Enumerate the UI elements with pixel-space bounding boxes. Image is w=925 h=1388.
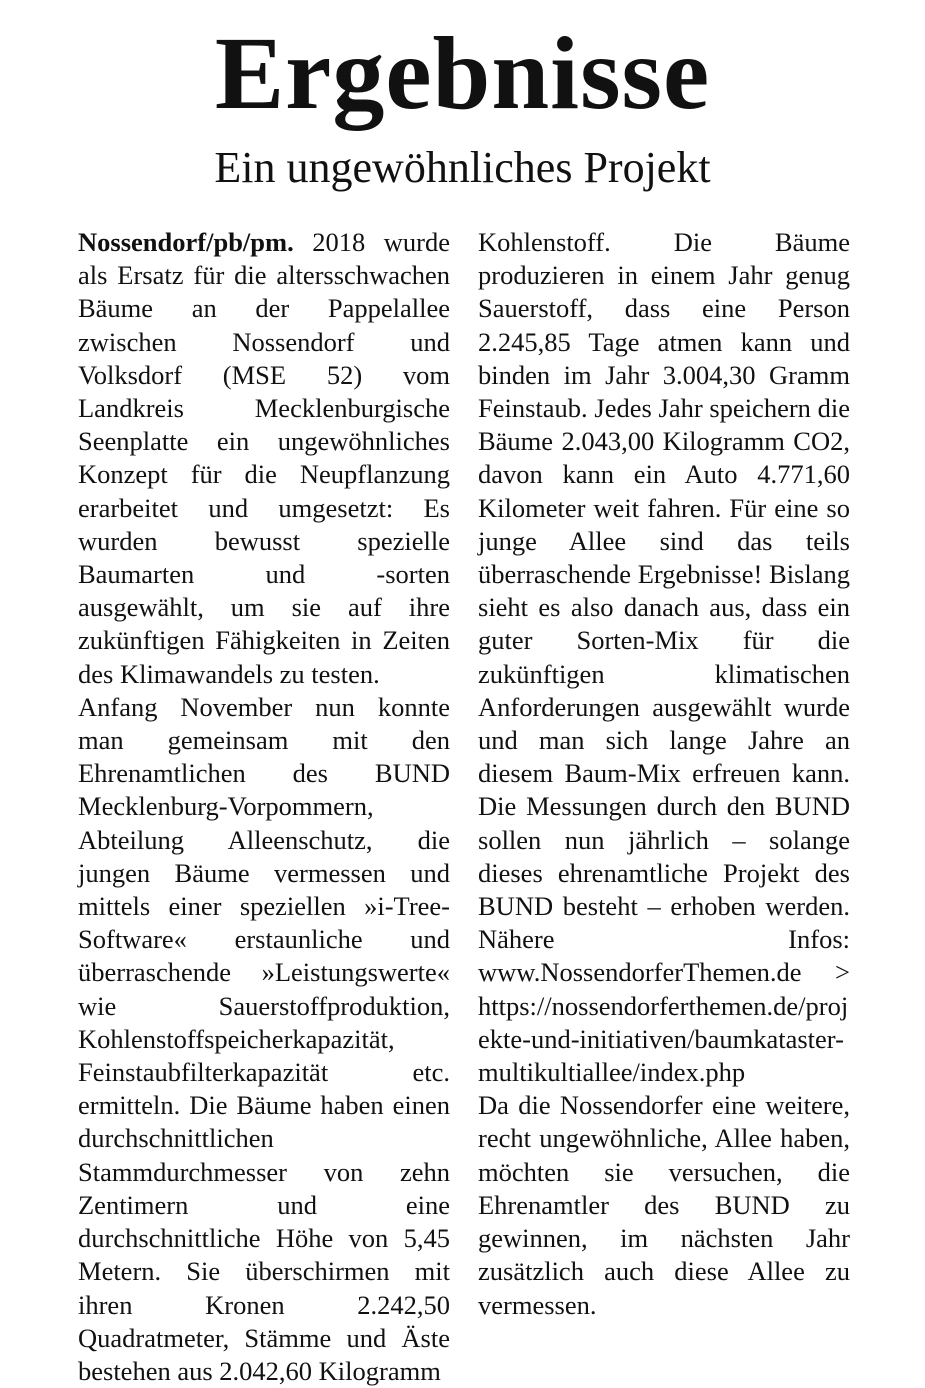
article-paragraph-2-part-1: Anfang November nun konnte man gemeinsam mit den Ehrenamtlichen des BUND Mecklenburg-Vorpommern, Abteilung Alleenschutz, die jungen Bäume vermessen und mittels einer speziellen »i-Tree-Software« erstaunliche und überraschende »Leistungswerte« wie Sauerstoffproduktion, Kohlenstoffspeicherkapazität, Feinstaubfilterkapazität etc. ermitteln. Die Bäume haben einen durchschnittlichen Stammdurchmesser von zehn Zentimern und eine durchschnittliche Höhe von 5,45 Metern. Sie überschirmen mit ihren Kronen 2.242,50 Quadratmeter, Stämme und Äste bestehen aus 2.042,60 Kilogramm	[78, 691, 450, 1386]
article-column-left	[78, 226, 450, 1388]
article-paragraph-1-text: 2018 wurde als Ersatz für die altersschwachen Bäume an der Pappelallee zwischen Nossendorf und Volksdorf (MSE 52) vom Landkreis Mecklenburgische Seenplatte ein ungewöhnliches Konzept für die Neupflanzung erarbeitet und umgesetzt: Es wurden bewusst spezielle Baumarten und -sorten ausgewählt, um sie auf ihre zukünftigen Fähigkeiten in Zeiten des Klimawandels zu testen.	[78, 227, 450, 689]
article-paragraph-1	[78, 226, 450, 691]
article-headline: Ergebnisse	[214, 16, 711, 131]
article-dateline: Nossendorf/pb/pm.	[78, 227, 294, 257]
article-paragraph-3: Da die Nossendorfer eine weitere, recht ungewöhnliche, Allee haben, möchten sie versuchen, die Ehrenamtler des BUND zu gewinnen, im nächsten Jahr zusätzlich auch diese Allee zu vermessen.	[478, 1090, 850, 1320]
article-column-right	[478, 226, 850, 1322]
article-subheadline: Ein ungewöhnliches Projekt	[214, 143, 711, 192]
article-paragraph-2-part-2: Kohlenstoff. Die Bäume produzieren in einem Jahr genug Sauerstoff, dass eine Person 2.245,85 Tage atmen kann und binden im Jahr 3.004,30 Gramm Feinstaub. Jedes Jahr speichern die Bäume 2.043,00 Kilogramm CO2, davon kann ein Auto 4.771,60 Kilometer weit fahren. Für eine so junge Allee sind das teils überraschende Ergebnisse! Bislang sieht es also danach aus, dass ein guter Sorten-Mix für die zukünftigen klimatischen Anforderungen ausgewählt wurde und man sich lange Jahre an diesem Baum-Mix erfreuen kann. Die Messungen durch den BUND sollen nun jährlich – solange dieses ehrenamtliche Projekt des BUND besteht – erhoben werden. Nähere Infos: www.NossendorferThemen.de > https://nossendorferthemen.de/projekte-und-initiativen/baumkataster-multikultiallee/index.php	[478, 227, 850, 1088]
